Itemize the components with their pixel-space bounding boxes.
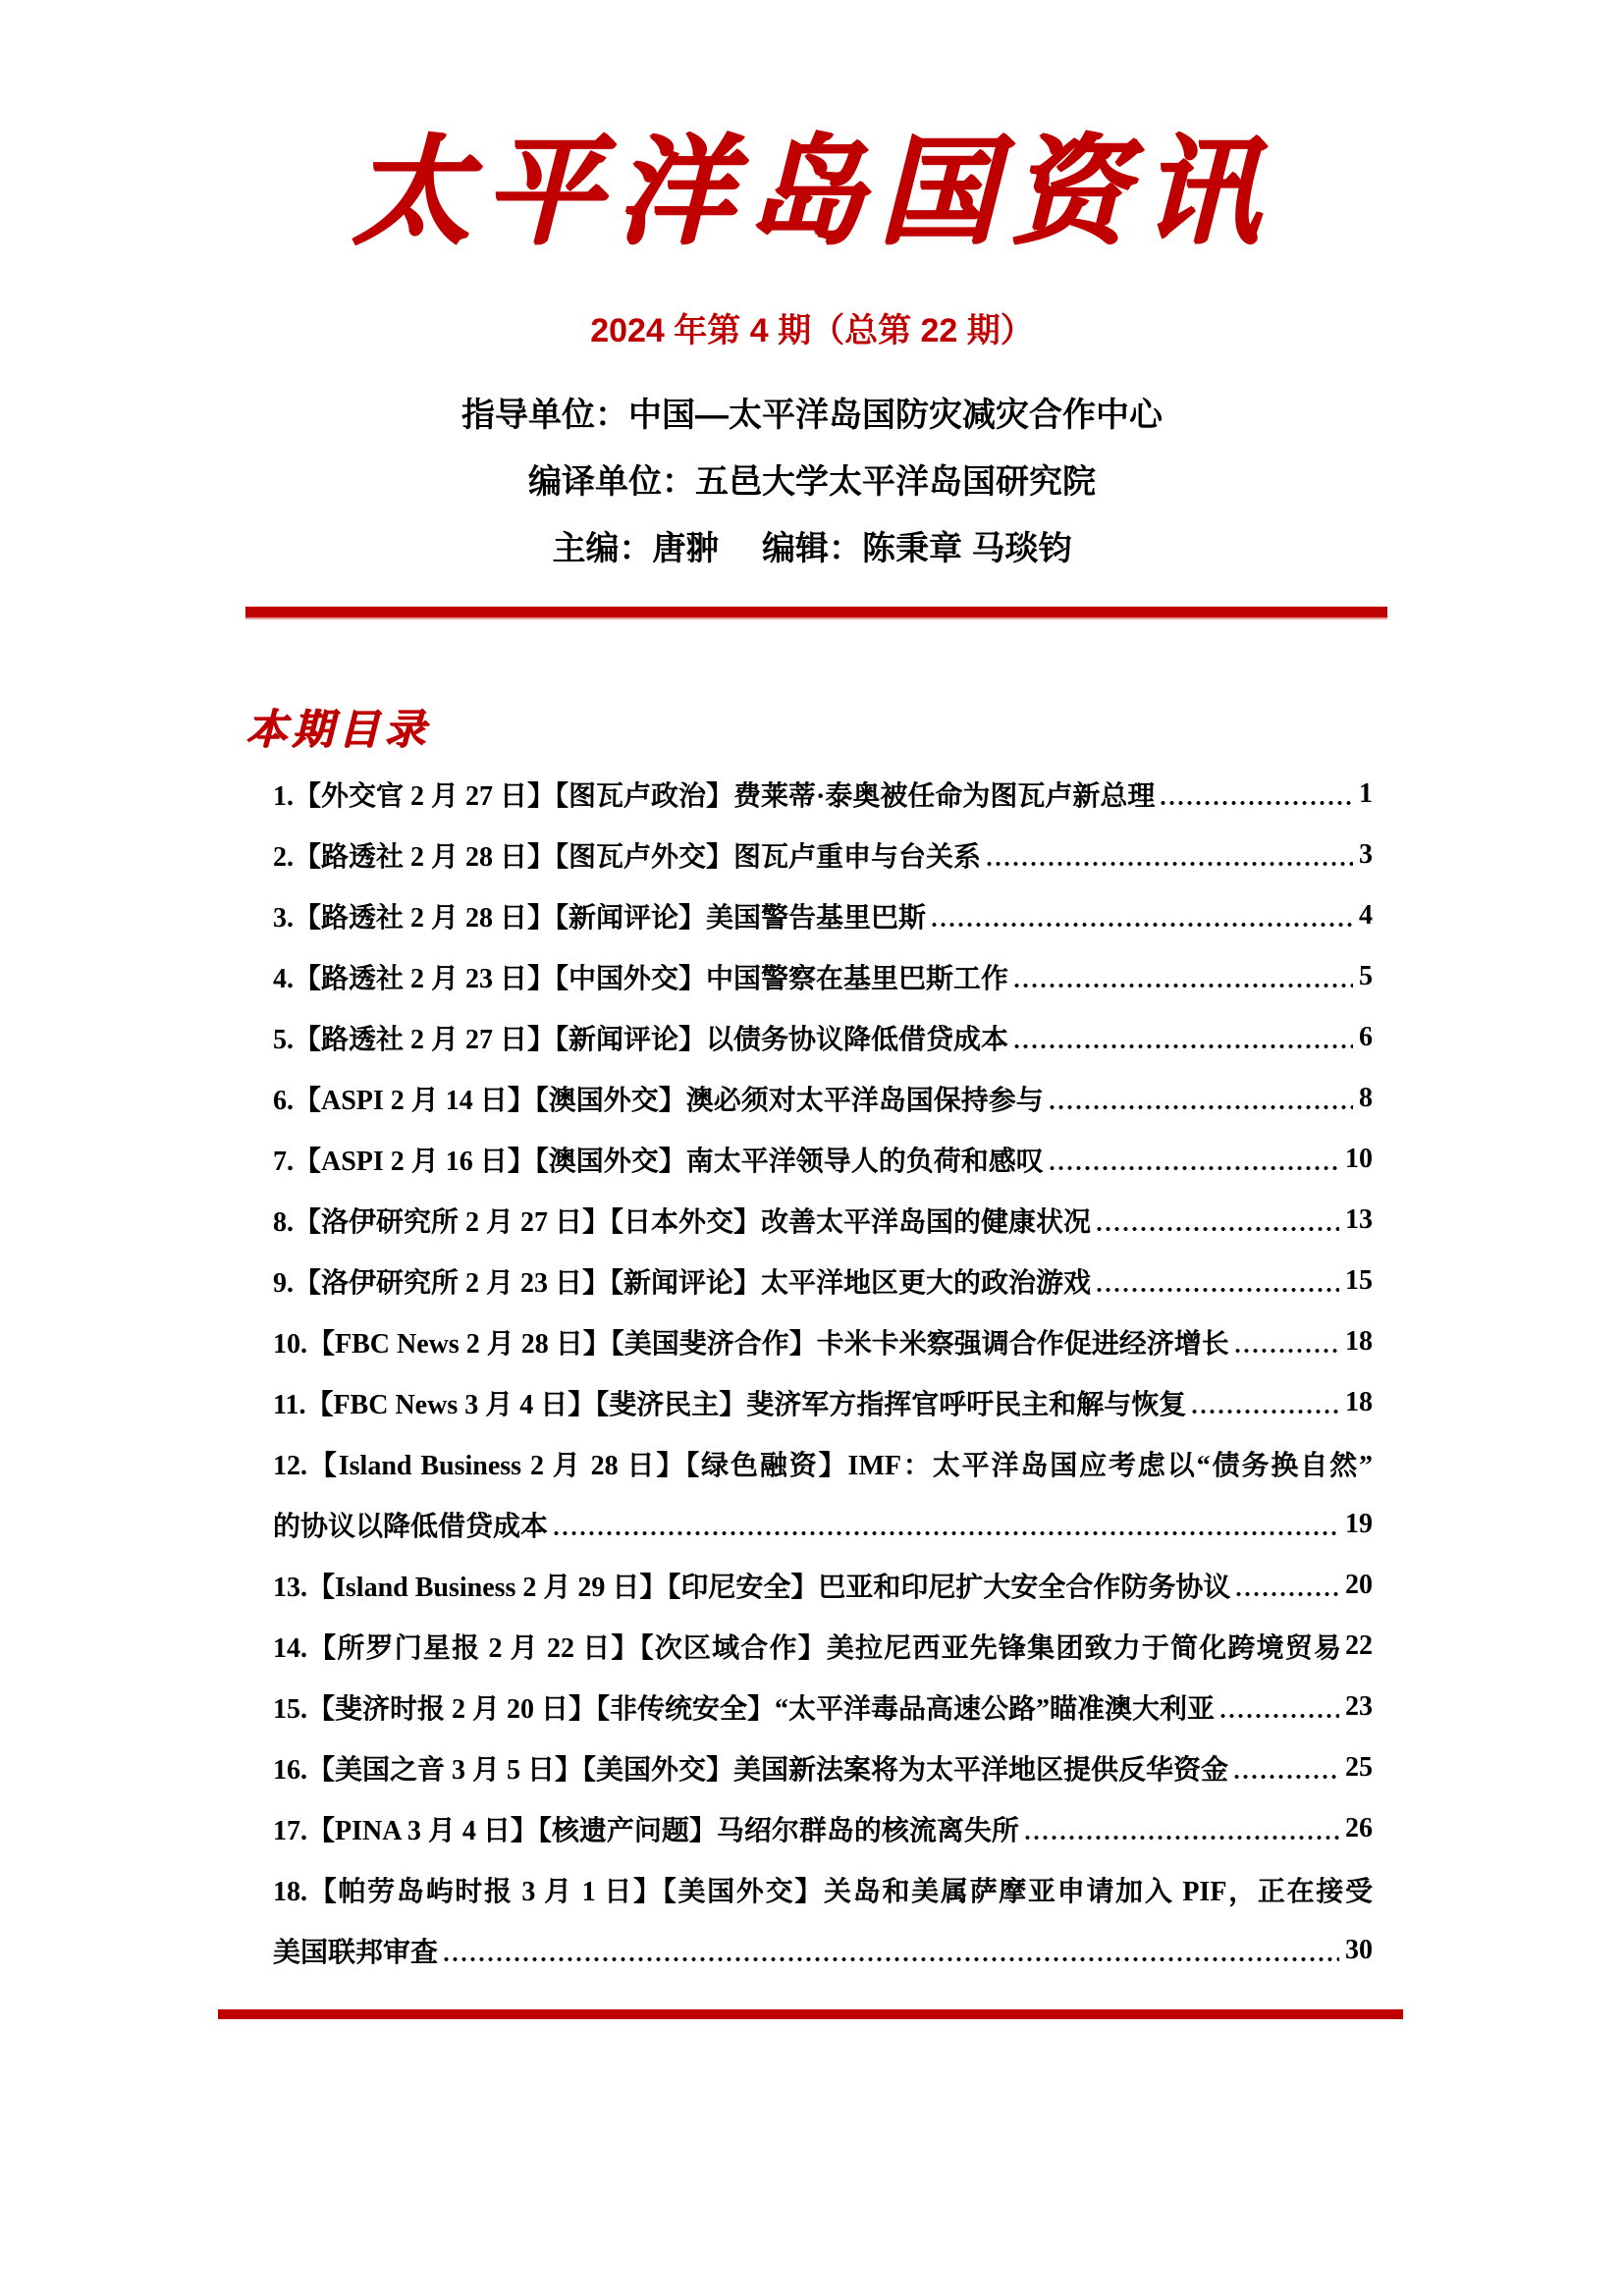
- toc-entry-text: 11.【FBC News 3 月 4 日】【斐济民主】斐济军方指挥官呼吁民主和解与恢复: [273, 1390, 1187, 1420]
- toc-entry-text: 6.【ASPI 2 月 14 日】【澳国外交】澳必须对太平洋岛国保持参与: [273, 1086, 1044, 1116]
- top-divider-rule: [245, 607, 1387, 619]
- toc-row: [273, 1859, 1373, 1920]
- toc-row: [273, 1494, 1373, 1555]
- toc-page-number: 22: [1345, 1630, 1373, 1661]
- toc-row: [273, 946, 1373, 1007]
- toc-entry-text: 美国联邦审查: [273, 1938, 439, 1968]
- toc-page-number: 13: [1345, 1204, 1373, 1235]
- toc-row: [273, 885, 1373, 946]
- dot-leader: [1095, 1226, 1339, 1232]
- toc-entry-text: 5.【路透社 2 月 27 日】【新闻评论】以债务协议降低借贷成本: [273, 1025, 1009, 1055]
- toc-row: [273, 1798, 1373, 1859]
- dot-leader: [1234, 1591, 1339, 1597]
- toc-page-number: 3: [1359, 839, 1373, 870]
- toc-page-number: 25: [1345, 1752, 1373, 1783]
- toc-row: [273, 1311, 1373, 1372]
- toc-heading: 本期目录: [245, 705, 431, 753]
- masthead: [0, 0, 1624, 582]
- toc-entry-text: 7.【ASPI 2 月 16 日】【澳国外交】南太平洋领导人的负荷和感叹: [273, 1147, 1044, 1177]
- toc-entry-text: 10.【FBC News 2 月 28 日】【美国斐济合作】卡米卡米察强调合作促进经济增长: [273, 1329, 1229, 1360]
- bottom-divider-rule: [218, 2009, 1403, 2019]
- toc-row: [273, 1737, 1373, 1798]
- toc-row: [273, 1372, 1373, 1433]
- toc-page-number: 1: [1359, 778, 1373, 809]
- toc-page-number: 18: [1345, 1326, 1373, 1357]
- org-lines: [0, 382, 1624, 582]
- dot-leader: [1190, 1409, 1339, 1415]
- toc-entry-text: 9.【洛伊研究所 2 月 23 日】【新闻评论】太平洋地区更大的政治游戏: [273, 1268, 1092, 1299]
- toc-page-number: 6: [1359, 1022, 1373, 1052]
- toc-row: [273, 1129, 1373, 1190]
- toc-row: [273, 1068, 1373, 1129]
- dot-leader: [1233, 1348, 1339, 1354]
- toc-row: [273, 764, 1373, 825]
- toc-page-number: 23: [1345, 1691, 1373, 1722]
- toc-entry-text: 16.【美国之音 3 月 5 日】【美国外交】美国新法案将为太平洋地区提供反华资金: [273, 1755, 1229, 1786]
- toc-page-number: 19: [1345, 1509, 1373, 1539]
- dot-leader: [930, 922, 1353, 928]
- toc-entry-text: 4.【路透社 2 月 23 日】【中国外交】中国警察在基里巴斯工作: [273, 964, 1009, 994]
- dot-leader: [552, 1530, 1339, 1536]
- dot-leader: [1048, 1165, 1339, 1171]
- dot-leader: [1095, 1287, 1339, 1293]
- toc-row: [273, 1190, 1373, 1251]
- toc-page-number: 30: [1345, 1935, 1373, 1965]
- dot-leader: [1159, 800, 1353, 806]
- org-line-supervisor: 指导单位：中国—太平洋岛国防灾减灾合作中心: [461, 397, 1163, 434]
- toc-entry-text: 18.【帕劳岛屿时报 3 月 1 日】【美国外交】关岛和美属萨摩亚申请加入 PIF，正在接受: [273, 1877, 1373, 1907]
- toc-entry-text: 2.【路透社 2 月 28 日】【图瓦卢外交】图瓦卢重申与台关系: [273, 842, 982, 873]
- toc-row: [273, 1251, 1373, 1311]
- toc-row: [273, 1677, 1373, 1737]
- issue-line: 2024 年第 4 期（总第 22 期）: [590, 312, 1034, 349]
- toc-entry-text: 14.【所罗门星报 2 月 22 日】【次区域合作】美拉尼西亚先锋集团致力于简化跨境贸易: [273, 1633, 1341, 1664]
- toc-page-number: 10: [1345, 1144, 1373, 1174]
- toc-row: [273, 1007, 1373, 1068]
- toc-entry-text: 3.【路透社 2 月 28 日】【新闻评论】美国警告基里巴斯: [273, 903, 927, 934]
- dot-leader: [1218, 1713, 1339, 1719]
- toc-entry-text: 1.【外交官 2 月 27 日】【图瓦卢政治】费莱蒂·泰奥被任命为图瓦卢新总理: [273, 781, 1156, 812]
- toc-page-number: 18: [1345, 1387, 1373, 1417]
- toc-entry-text: 17.【PINA 3 月 4 日】【核遗产问题】马绍尔群岛的核流离失所: [273, 1816, 1019, 1846]
- toc-page-number: 26: [1345, 1813, 1373, 1843]
- toc-row: [273, 825, 1373, 885]
- toc-entry-text: 13.【Island Business 2 月 29 日】【印尼安全】巴亚和印尼扩大安全合作防务协议: [273, 1573, 1231, 1603]
- newsletter-title: 太平洋岛国资讯: [352, 122, 1272, 260]
- dot-leader: [1232, 1774, 1339, 1780]
- toc-entry-text: 8.【洛伊研究所 2 月 27 日】【日本外交】改善太平洋岛国的健康状况: [273, 1207, 1092, 1238]
- dot-leader: [1048, 1104, 1353, 1110]
- toc-row: [273, 1616, 1373, 1677]
- toc-list: [273, 764, 1373, 1981]
- toc-entry-text: 的协议以降低借贷成本: [273, 1512, 549, 1542]
- dot-leader: [1012, 1043, 1353, 1049]
- dot-leader: [442, 1956, 1339, 1962]
- toc-page-number: 4: [1359, 900, 1373, 931]
- dot-leader: [1023, 1835, 1339, 1841]
- toc-row: [273, 1433, 1373, 1494]
- toc-entry-text: 15.【斐济时报 2 月 20 日】【非传统安全】“太平洋毒品高速公路”瞄准澳大利亚: [273, 1694, 1216, 1725]
- toc-page-number: 15: [1345, 1265, 1373, 1296]
- toc-page-number: 5: [1359, 961, 1373, 991]
- toc-page-number: 8: [1359, 1083, 1373, 1113]
- toc-entry-text: 12.【Island Business 2 月 28 日】【绿色融资】IMF：太平洋岛国应考虑以“债务换自然”: [273, 1451, 1373, 1481]
- dot-leader: [985, 861, 1353, 867]
- toc-page-number: 20: [1345, 1570, 1373, 1600]
- org-line-editors: 主编：唐翀 编辑：陈秉章 马琰钧: [552, 530, 1072, 567]
- dot-leader: [1012, 983, 1353, 988]
- toc-row: [273, 1555, 1373, 1616]
- toc-row: [273, 1920, 1373, 1981]
- org-line-translator: 编译单位：五邑大学太平洋岛国研究院: [528, 463, 1096, 501]
